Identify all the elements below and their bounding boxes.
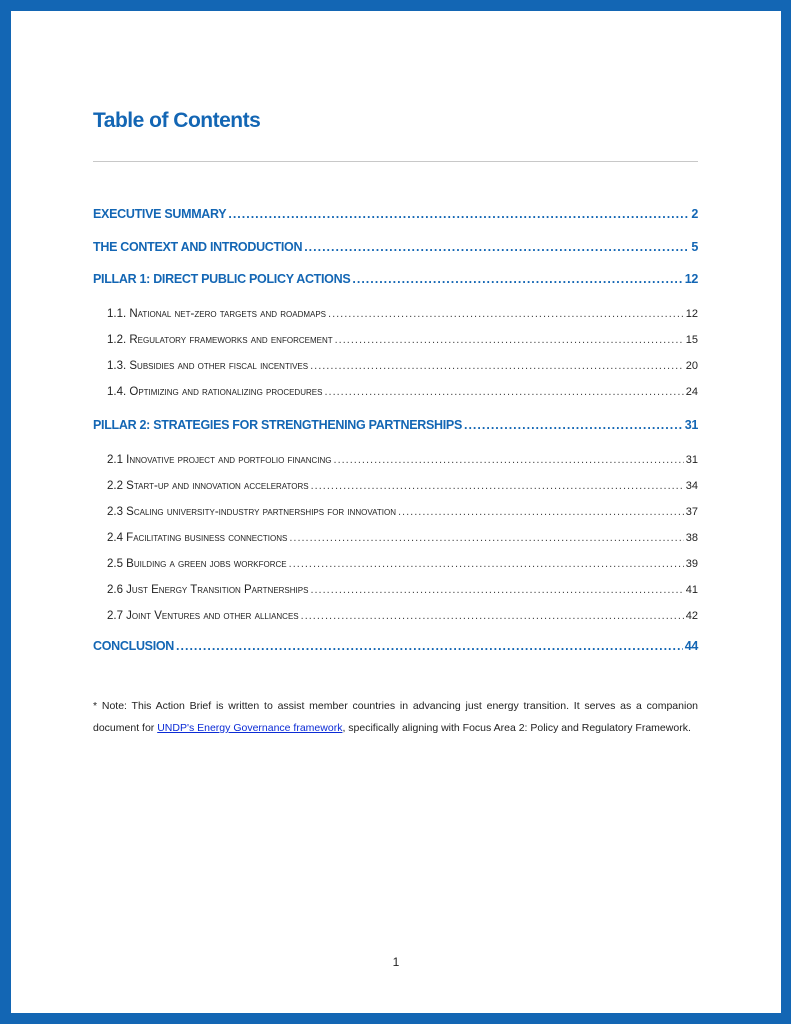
toc-page: 20 [685, 360, 698, 372]
toc-page: 31 [685, 454, 698, 466]
toc-label: 1.3. Subsidies and other fiscal incentives [107, 360, 309, 372]
toc-leader [324, 386, 683, 398]
toc-page: 39 [685, 558, 698, 570]
toc-page: 12 [685, 308, 698, 320]
toc-page: 44 [684, 639, 698, 653]
toc-label: 1.1. National net-zero targets and roadmaps [107, 308, 327, 320]
toc-entry-conclusion[interactable] [93, 639, 698, 653]
toc-label: PILLAR 1: DIRECT PUBLIC POLICY ACTIONS [93, 272, 351, 286]
toc-entry-2-4[interactable] [107, 532, 698, 544]
energy-governance-link[interactable]: UNDP's Energy Governance framework [157, 722, 343, 734]
toc-page: 41 [685, 584, 698, 596]
toc-leader [311, 480, 684, 492]
toc-page: 15 [685, 334, 698, 346]
toc-leader [289, 532, 683, 544]
toc-page: 24 [685, 386, 698, 398]
toc-entry-2-2[interactable] [107, 480, 698, 492]
toc-entry-2-1[interactable] [107, 454, 698, 466]
toc-page: 31 [684, 418, 698, 432]
toc-leader [228, 207, 689, 221]
toc-leader [335, 334, 684, 346]
toc-page: 5 [691, 240, 698, 254]
toc-entry-2-7[interactable] [107, 610, 698, 622]
note-prefix: * Note: This Action Brief is written to assist member countries in advancing just energy transition. It serves as a companion document for [93, 700, 698, 734]
toc-page: 12 [684, 272, 698, 286]
note-suffix: , specifically aligning with Focus Area 2: Policy and Regulatory Framework. [342, 722, 691, 734]
toc-label: 2.6 Just Energy Transition Partnerships [107, 584, 309, 596]
toc-label: EXECUTIVE SUMMARY [93, 207, 227, 221]
toc-label: CONCLUSION [93, 639, 175, 653]
toc-entry-1-4[interactable] [107, 386, 698, 398]
toc-entry-1-2[interactable] [107, 334, 698, 346]
toc-label: 2.7 Joint Ventures and other alliances [107, 610, 299, 622]
toc-entry-2-3[interactable] [107, 506, 698, 518]
toc-entry-1-1[interactable] [107, 308, 698, 320]
toc-label: 1.4. Optimizing and rationalizing procedures [107, 386, 323, 398]
toc-entry-2-6[interactable] [107, 584, 698, 596]
toc-leader [310, 360, 684, 372]
toc-label: PILLAR 2: STRATEGIES FOR STRENGTHENING PARTNERSHIPS [93, 418, 462, 432]
toc-page: 2 [691, 207, 698, 221]
toc-page: 38 [685, 532, 698, 544]
page-number: 1 [392, 955, 400, 969]
title-divider [93, 161, 698, 162]
toc-entry-2-5[interactable] [107, 558, 698, 570]
toc-leader [328, 308, 684, 320]
toc-leader [304, 240, 689, 254]
page-title: Table of Contents [93, 109, 261, 132]
toc-entry-1-3[interactable] [107, 360, 698, 372]
toc-label: 2.4 Facilitating business connections [107, 532, 288, 544]
toc-label: 1.2. Regulatory frameworks and enforcement [107, 334, 333, 346]
toc-label: 2.5 Building a green jobs workforce [107, 558, 287, 570]
toc-entry-executive-summary[interactable] [93, 207, 698, 221]
toc-leader [301, 610, 684, 622]
toc-entry-pillar-2[interactable] [93, 418, 698, 432]
toc-leader [289, 558, 684, 570]
toc-page: 42 [685, 610, 698, 622]
toc-leader [334, 454, 684, 466]
toc-label: 2.1 Innovative project and portfolio financing [107, 454, 332, 466]
toc-label: THE CONTEXT AND INTRODUCTION [93, 240, 303, 254]
toc-leader [352, 272, 682, 286]
toc-label: 2.3 Scaling university-industry partnerships for innovation [107, 506, 396, 518]
toc-label: 2.2 Start-up and innovation accelerators [107, 480, 309, 492]
footnote [93, 695, 698, 739]
toc-leader [310, 584, 683, 596]
toc-entry-context[interactable] [93, 240, 698, 254]
toc-entry-pillar-1[interactable] [93, 272, 698, 286]
toc-leader [398, 506, 684, 518]
toc-page: 34 [685, 480, 698, 492]
toc-leader [176, 639, 683, 653]
toc-page: 37 [685, 506, 698, 518]
toc-leader [464, 418, 683, 432]
